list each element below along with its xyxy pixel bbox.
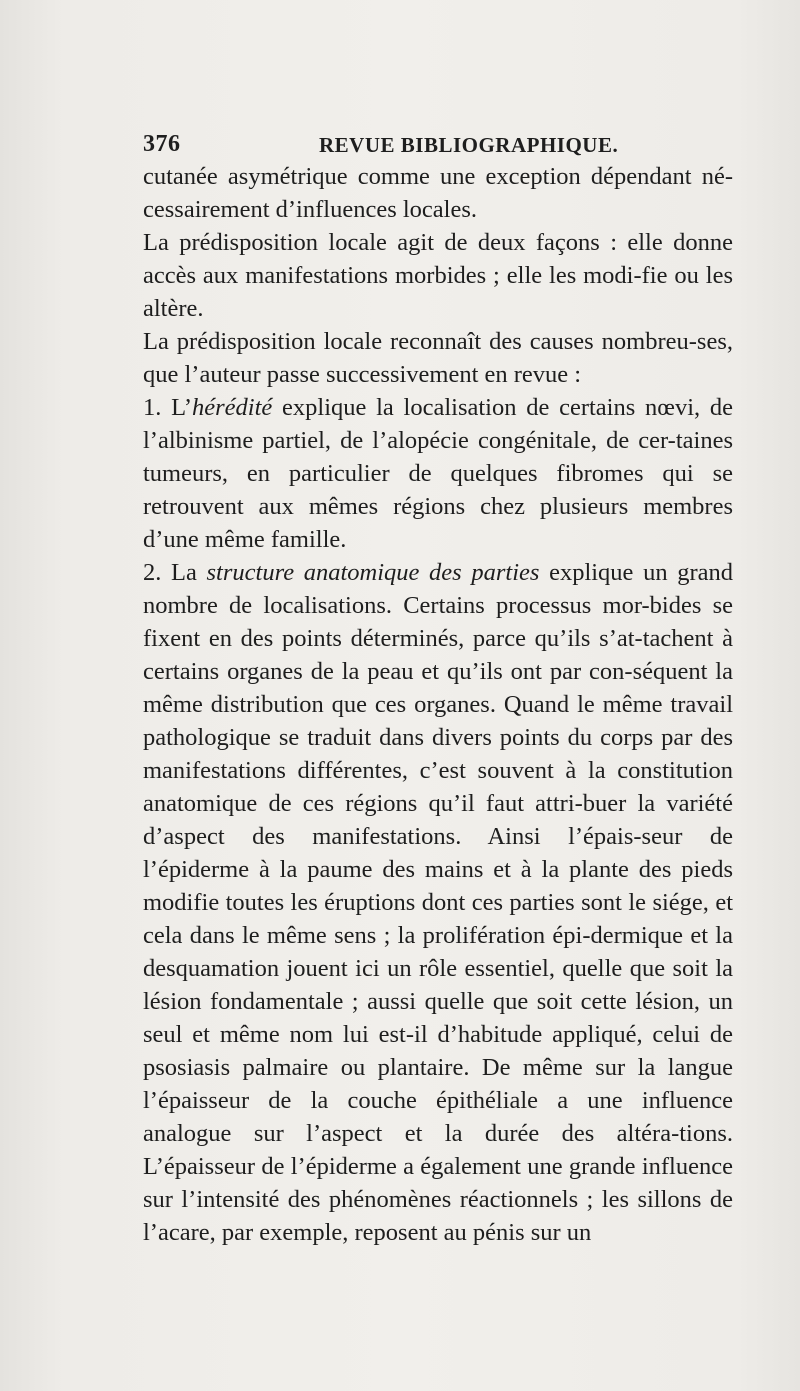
paragraph-1 — [143, 160, 733, 226]
paragraph-4-prefix: 1. L’ — [143, 394, 192, 421]
paragraph-4-text: explique la localisation de certains nœvi, de l’albinisme partiel, de l’alopécie congénitale, de cer-taines tumeurs, en particulier de quelques fibromes qui se retrouvent aux mêmes régions chez plusieurs membres d’une même famille. — [143, 394, 733, 553]
paragraph-5-prefix: 2. La — [143, 559, 207, 586]
paragraph-5-text: explique un grand nombre de localisations. Certains processus mor-bides se fixent en des points déterminés, parce qu’ils s’at-tachent à certains organes de la peau et qu’ils ont par con-séquent la même distribution que ces organes. Quand le même travail pathologique se traduit dans divers points du corps par des manifestations différentes, c’est souvent à la constitution anatomique de ces régions qu’il faut attri-buer la variété d’aspect des manifestations. Ainsi l’épais-seur de l’épiderme à la paume des mains et à la plante des pieds modifie toutes les éruptions dont ces parties sont le siége, et cela dans le même sens ; la prolifération épi-dermique et la desquamation jouent ici un rôle essentiel, quelle que soit la lésion fondamentale ; aussi quelle que soit cette lésion, un seul et même nom lui est-il d’habitude appliqué, celui de psosiasis palmaire ou plantaire. De même sur la langue l’épaisseur de la couche épithéliale a une influence analogue sur l’aspect et la durée des altéra-tions. L’épaisseur de l’épiderme a également une grande influence sur l’intensité des phénomènes réactionnels ; les sillons de l’acare, par exemple, reposent au pénis sur un — [143, 559, 734, 1246]
paragraph-structure-anatomique — [143, 556, 733, 1249]
paragraph-1-text: cutanée asymétrique comme une exception dépendant né-cessairement d’influences locales. — [143, 163, 733, 223]
paragraph-3 — [143, 325, 733, 391]
running-head — [143, 131, 703, 161]
paragraph-3-text: La prédisposition locale reconnaît des causes nombreu-ses, que l’auteur passe successivement en revue : — [143, 328, 733, 388]
paragraph-2 — [143, 226, 733, 325]
body-text — [143, 160, 733, 1249]
running-head-title: REVUE BIBLIOGRAPHIQUE. — [319, 133, 619, 157]
paragraph-2-text: La prédisposition locale agit de deux façons : elle donne accès aux manifestations morbides ; elle les modi-fie ou les altère. — [143, 229, 733, 322]
emphasis-structure-anatomique: structure anatomique des parties — [206, 559, 540, 586]
emphasis-heredite: hérédité — [192, 394, 273, 421]
paragraph-heredite — [143, 391, 733, 556]
page-number: 376 — [143, 131, 181, 157]
